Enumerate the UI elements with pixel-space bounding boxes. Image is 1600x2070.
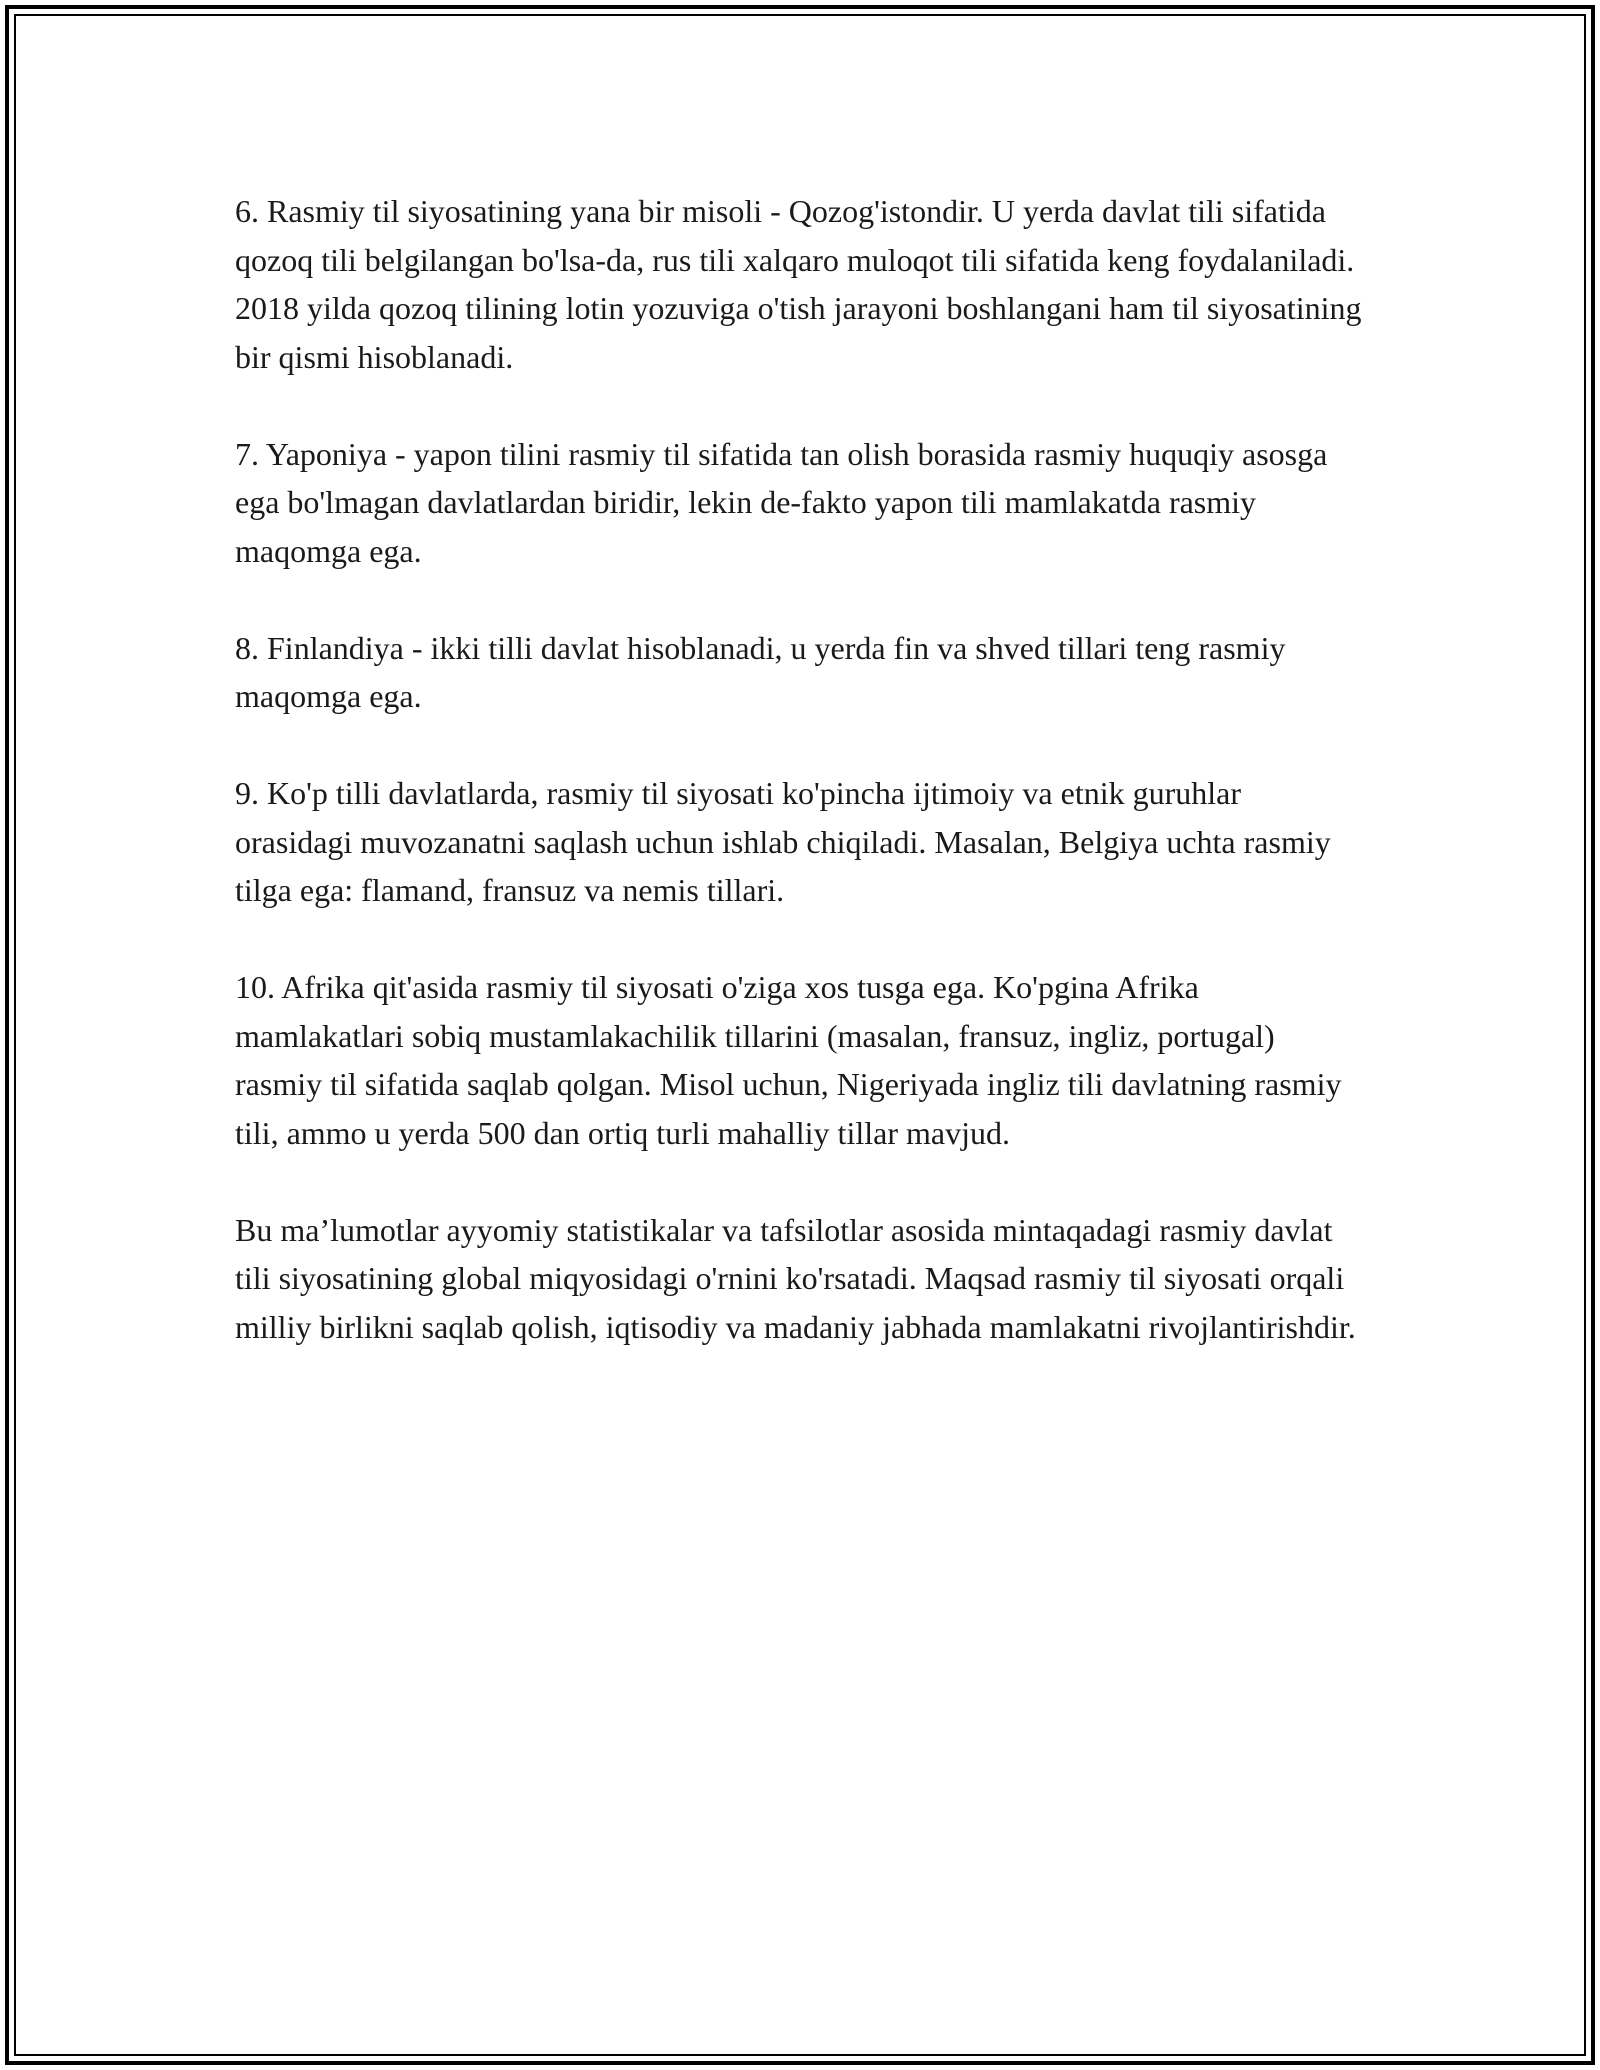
document-body: [235, 187, 1365, 1400]
paragraph-finland: 8. Finlandiya - ikki tilli davlat hisoblanadi, u yerda fin va shved tillari teng rasmiy maqomga ega.: [235, 629, 1286, 714]
paragraph-africa: 10. Afrika qit'asida rasmiy til siyosati o'ziga xos tusga ega. Ko'pgina Afrika mamlakatlari sobiq mustamlakachilik tillarini (masalan, fransuz, ingliz, portugal) rasmiy til sifatida saqlab qolgan. Misol uchun, Nigeriyada ingliz tili davlatning rasmiy tili, ammo u yerda 500 dan ortiq turli mahalliy tillar mavjud.: [235, 969, 1342, 1151]
paragraph-conclusion: Bu ma’lumotlar ayyomiy statistikalar va tafsilotlar asosida mintaqadagi rasmiy davlat tili siyosatining global miqyosidagi o'rnini ko'rsatadi. Maqsad rasmiy til siyosati orqali milliy birlikni saqlab qolish, iqtisodiy va madaniy jabhada mamlakatni rivojlantirishdir.: [235, 1211, 1356, 1345]
paragraph-multilingual-states: 9. Ko'p tilli davlatlarda, rasmiy til siyosati ko'pincha ijtimoiy va etnik guruhlar orasidagi muvozanatni saqlash uchun ishlab chiqiladi. Masalan, Belgiya uchta rasmiy tilga ega: flamand, fransuz va nemis tillari.: [235, 775, 1331, 908]
paragraph-kazakhstan: 6. Rasmiy til siyosatining yana bir misoli - Qozog'istondir. U yerda davlat tili sifatida qozoq tili belgilangan bo'lsa-da, rus tili xalqaro muloqot tili sifatida keng foydalaniladi. 2018 yilda qozoq tilining lotin yozuviga o'tish jarayoni boshlangani ham til siyosatining bir qismi hisoblanadi.: [235, 193, 1362, 375]
paragraph-japan: 7. Yaponiya - yapon tilini rasmiy til sifatida tan olish borasida rasmiy huquqiy asosga ega bo'lmagan davlatlardan biridir, lekin de-fakto yapon tili mamlakatda rasmiy maqomga ega.: [235, 435, 1328, 569]
